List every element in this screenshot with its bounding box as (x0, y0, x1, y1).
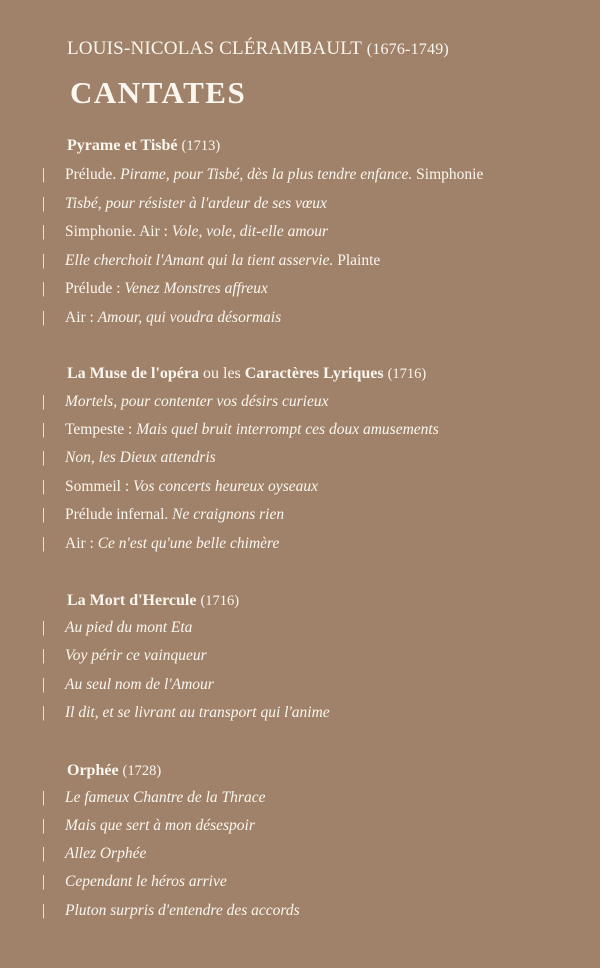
track-lyric-incipit: Vole, vole, dit-elle amour (171, 223, 329, 240)
track-separator: | (42, 449, 46, 466)
track-lyric-incipit: Mais quel bruit interrompt ces doux amusements (136, 421, 439, 438)
track-form-label: Plainte (333, 252, 381, 269)
track-separator: | (42, 873, 46, 890)
track-lyric-incipit: Au seul nom de l'Amour (65, 676, 214, 693)
track-lyric-incipit: Non, les Dieux attendris (65, 449, 216, 466)
track-title (65, 449, 216, 467)
track-form-label: Prélude. (65, 166, 121, 183)
track-title (65, 873, 227, 891)
track-separator: | (42, 704, 46, 721)
track-separator: | (42, 421, 46, 438)
track-title (65, 676, 214, 694)
track-form-label: Prélude infernal. (65, 506, 173, 523)
track-title (65, 619, 192, 637)
track-separator: | (42, 195, 46, 212)
track-lyric-incipit: Mortels, pour contenter vos désirs curieux (65, 393, 329, 410)
work-name: La Mort d'Hercule (67, 592, 197, 609)
track-title (65, 478, 318, 496)
composer-name: LOUIS-NICOLAS CLÉRAMBAULT (67, 38, 362, 59)
track-title (65, 704, 330, 722)
track-form-label: Simphonie. Air : (65, 223, 172, 240)
page-title: CANTATES (70, 75, 247, 110)
track-separator: | (42, 789, 46, 806)
track-title (65, 789, 265, 807)
work-year: (1716) (200, 593, 240, 609)
track-title (65, 647, 207, 665)
track-title (65, 902, 300, 920)
work-title-orphee (67, 762, 161, 780)
work-title-pyrame (67, 137, 220, 155)
track-form-label: Tempeste : (65, 421, 137, 438)
track-separator: | (42, 280, 46, 297)
track-title (65, 195, 327, 213)
track-separator: | (42, 309, 46, 326)
track-separator: | (42, 166, 46, 183)
work-year: (1716) (387, 366, 427, 382)
track-separator: | (42, 506, 46, 523)
track-separator: | (42, 902, 46, 919)
track-form-label: Sommeil : (65, 478, 134, 495)
track-title (65, 252, 380, 270)
work-year: (1713) (181, 138, 221, 154)
track-form-label: Air : (65, 309, 98, 326)
track-lyric-incipit: Tisbé, pour résister à l'ardeur de ses vœux (65, 195, 327, 212)
track-title (65, 280, 268, 298)
composer-dates: (1676-1749) (366, 41, 449, 58)
track-lyric-incipit: Il dit, et se livrant au transport qui l'anime (65, 704, 330, 721)
work-title-muse (67, 365, 426, 383)
track-title (65, 166, 483, 184)
track-form-label: Prélude : (65, 280, 125, 297)
track-separator: | (42, 845, 46, 862)
track-form-label: Simphonie (412, 166, 484, 183)
track-lyric-incipit: Pirame, pour Tisbé, dès la plus tendre enfance. (120, 166, 413, 183)
track-lyric-incipit: Cependant le héros arrive (65, 873, 227, 890)
track-lyric-incipit: Ce n'est qu'une belle chimère (97, 535, 280, 552)
track-form-label: Air : (65, 535, 98, 552)
track-title (65, 845, 146, 863)
track-separator: | (42, 647, 46, 664)
track-lyric-incipit: Amour, qui voudra désormais (97, 309, 282, 326)
track-title (65, 535, 279, 553)
track-lyric-incipit: Ne craignons rien (172, 506, 285, 523)
track-separator: | (42, 676, 46, 693)
track-title (65, 309, 281, 327)
track-title (65, 506, 284, 524)
track-separator: | (42, 619, 46, 636)
track-lyric-incipit: Le fameux Chantre de la Thrace (65, 789, 266, 806)
track-lyric-incipit: Au pied du mont Eta (65, 619, 193, 636)
track-separator: | (42, 535, 46, 552)
track-title (65, 393, 328, 411)
track-lyric-incipit: Venez Monstres affreux (124, 280, 268, 297)
work-name: Pyrame et Tisbé (67, 137, 178, 154)
work-name: Orphée (67, 762, 119, 779)
track-title (65, 817, 255, 835)
track-title (65, 421, 439, 439)
track-lyric-incipit: Elle cherchoit l'Amant qui la tient asservie. (65, 252, 334, 269)
work-conjunction: ou les (203, 365, 241, 382)
track-lyric-incipit: Vos concerts heureux oyseaux (133, 478, 318, 495)
work-subtitle: Caractères Lyriques (244, 365, 384, 382)
work-name: La Muse de l'opéra (67, 365, 199, 382)
track-lyric-incipit: Mais que sert à mon désespoir (65, 817, 255, 834)
track-separator: | (42, 817, 46, 834)
track-lyric-incipit: Voy périr ce vainqueur (65, 647, 207, 664)
track-title (65, 223, 328, 241)
work-year: (1728) (122, 763, 162, 779)
work-title-hercule (67, 592, 239, 610)
track-lyric-incipit: Pluton surpris d'entendre des accords (65, 902, 300, 919)
track-separator: | (42, 252, 46, 269)
composer-line (67, 38, 449, 60)
track-lyric-incipit: Allez Orphée (65, 845, 147, 862)
track-separator: | (42, 223, 46, 240)
track-separator: | (42, 478, 46, 495)
track-separator: | (42, 393, 46, 410)
